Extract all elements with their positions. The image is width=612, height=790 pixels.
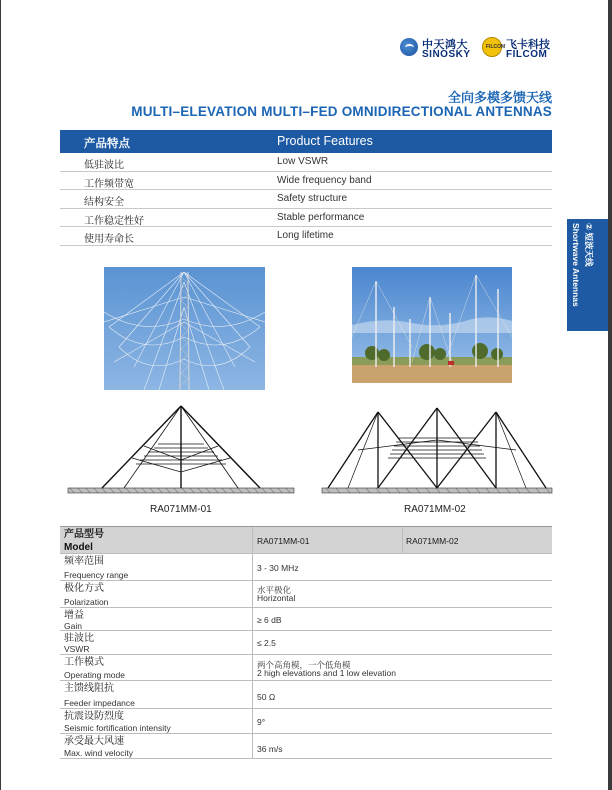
- spec-value: 水平极化: [257, 585, 292, 595]
- spec-label-cn: 承受最大风速: [64, 736, 124, 747]
- spec-label-cn: 驻波比: [64, 633, 94, 644]
- features-table: [60, 130, 552, 246]
- feature-cn: 使用寿命长: [84, 234, 134, 246]
- model-02: RA071MM-02: [406, 536, 459, 546]
- column-divider: [252, 631, 253, 654]
- column-divider: [402, 527, 403, 553]
- model-label-en: Model: [64, 542, 93, 553]
- spec-value: 36 m/s: [257, 744, 283, 754]
- spec-value: ≥ 6 dB: [257, 615, 282, 625]
- column-divider: [252, 709, 253, 733]
- spec-label-en: Max. wind velocity: [64, 748, 133, 758]
- column-divider: [252, 681, 253, 708]
- spec-label-en: Operating mode: [64, 670, 125, 680]
- antenna-diagram-02: [318, 400, 556, 498]
- filcom-en: FILCOM: [506, 49, 548, 60]
- sinosky-en: SINOSKY: [422, 49, 471, 60]
- features-header: [60, 130, 552, 153]
- feature-row: [60, 190, 552, 209]
- spec-value: 3 - 30 MHz: [257, 563, 299, 573]
- spec-label-en: VSWR: [64, 644, 90, 654]
- feature-en: Wide frequency band: [277, 174, 372, 186]
- spec-row-frequency: [60, 554, 552, 581]
- antenna-photo-02: [352, 267, 512, 383]
- section-side-tab[interactable]: [567, 219, 608, 331]
- antenna-photo-01: [104, 267, 265, 390]
- diagram-caption-02: RA071MM-02: [404, 504, 466, 515]
- spec-label-cn: 极化方式: [64, 583, 104, 594]
- column-divider: [252, 608, 253, 630]
- spec-label-en: Feeder impedance: [64, 698, 135, 708]
- antenna-diagram-01: [64, 400, 298, 498]
- spec-value: 9°: [257, 717, 266, 727]
- specs-header: [60, 527, 552, 554]
- spec-row-feeder-impedance: [60, 681, 552, 709]
- page-border-right: [608, 0, 612, 790]
- spec-label-cn: 抗震设防烈度: [64, 711, 124, 722]
- side-tab-en: Shortwave Antennas: [571, 223, 581, 307]
- column-divider: [252, 655, 253, 680]
- column-divider: [252, 734, 253, 758]
- feature-cn: 工作频带宽: [84, 178, 134, 190]
- feature-cn: 低驻波比: [84, 160, 124, 171]
- spec-label-cn: 增益: [64, 610, 84, 621]
- features-header-en: Product Features: [277, 134, 373, 148]
- filcom-logo: [482, 36, 562, 62]
- spec-value: 50 Ω: [257, 692, 276, 702]
- spec-label-cn: 主馈线阻抗: [64, 683, 114, 694]
- spec-value-en: 2 high elevations and 1 low elevation: [257, 668, 396, 678]
- feature-row: [60, 209, 552, 228]
- spec-row-gain: [60, 608, 552, 631]
- filcom-cn: 飞卡科技: [506, 39, 550, 51]
- model-label-cn: 产品型号: [64, 529, 104, 540]
- feature-en: Safety structure: [277, 193, 348, 205]
- spec-label-en: Frequency range: [64, 570, 129, 580]
- page-border-left: [0, 0, 1, 790]
- spec-label-cn: 工作模式: [64, 657, 104, 668]
- feature-row: [60, 153, 552, 172]
- side-tab-cn: ② 短波天线: [584, 223, 594, 267]
- filcom-mark-icon: [482, 37, 506, 57]
- spec-value: 两个高角模，一个低角模: [257, 660, 351, 670]
- column-divider: [252, 554, 253, 580]
- diagram-caption-01: RA071MM-01: [150, 504, 212, 515]
- spec-label-en: Seismic fortification intensity: [64, 723, 171, 733]
- feature-en: Stable performance: [277, 211, 365, 223]
- feature-cn: 结构安全: [84, 197, 124, 209]
- model-01: RA071MM-01: [257, 536, 310, 546]
- spec-row-vswr: [60, 631, 552, 655]
- specs-table: [60, 526, 552, 759]
- sinosky-mark-icon: [400, 38, 418, 56]
- feature-row: [60, 172, 552, 191]
- spec-row-seismic: [60, 709, 552, 734]
- spec-value-en: Horizontal: [257, 593, 296, 603]
- spec-label-cn: 频率范围: [64, 556, 104, 567]
- sinosky-logo: [400, 36, 472, 62]
- spec-row-operating-mode: [60, 655, 552, 681]
- column-divider: [252, 581, 253, 607]
- spec-value: ≤ 2.5: [257, 638, 276, 648]
- page-title-en: MULTI–ELEVATION MULTI–FED OMNIDIRECTIONAL ANTENNAS: [131, 104, 552, 119]
- spec-label-en: Gain: [64, 621, 82, 631]
- column-divider: [252, 527, 253, 553]
- feature-cn: 工作稳定性好: [84, 215, 144, 227]
- sinosky-cn: 中天鸿大: [422, 39, 468, 51]
- spec-row-polarization: [60, 581, 552, 608]
- filcom-mark-text: FILCOM: [486, 44, 506, 50]
- features-header-cn: 产品特点: [84, 138, 130, 150]
- feature-en: Long lifetime: [277, 230, 334, 242]
- page-title-cn: 全向多模多馈天线: [447, 90, 552, 105]
- spec-label-en: Polarization: [64, 597, 109, 607]
- feature-en: Low VSWR: [277, 156, 329, 167]
- feature-row: [60, 227, 552, 246]
- spec-row-wind-velocity: [60, 734, 552, 759]
